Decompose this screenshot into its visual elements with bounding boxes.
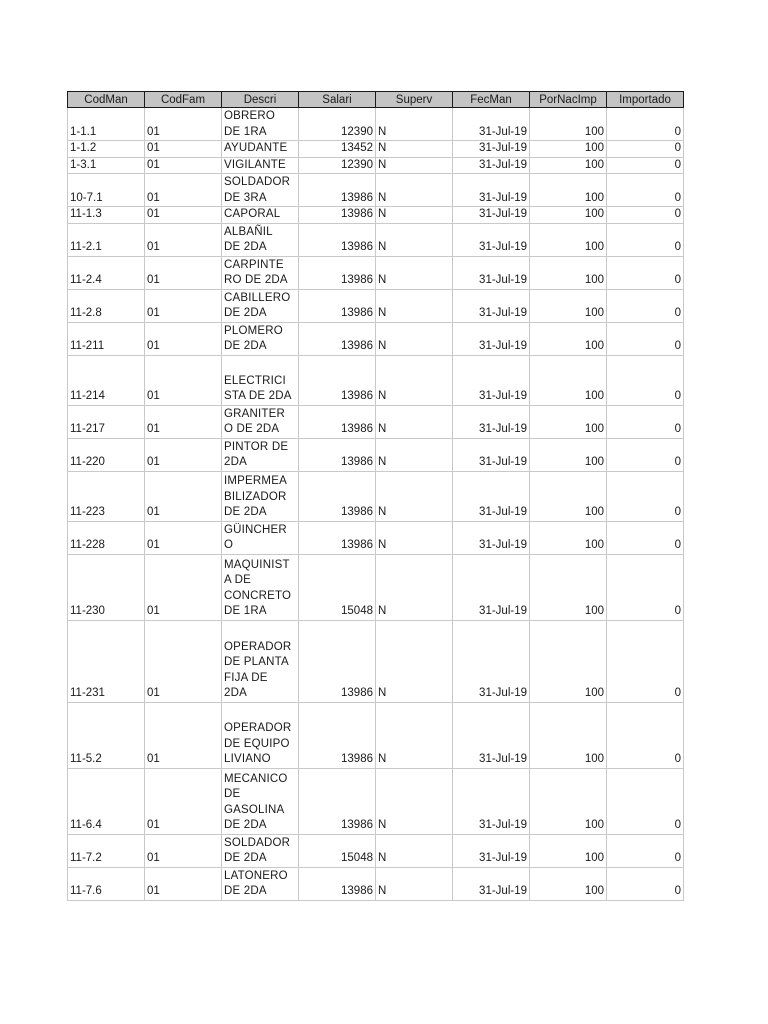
cell-codfam[interactable]: 01 [145,289,222,322]
cell-descri[interactable]: AYUDANTE [222,141,299,158]
cell-fecman[interactable]: 31-Jul-19 [453,157,530,174]
cell-descri[interactable]: GÜINCHER O [222,521,299,554]
spreadsheet-table [67,91,684,901]
cell-fecman[interactable]: 31-Jul-19 [453,521,530,554]
cell-importado[interactable]: 0 [607,141,684,158]
cell-fecman[interactable]: 31-Jul-19 [453,405,530,438]
column-header-salari[interactable]: Salari [299,92,376,108]
cell-salari[interactable]: 13986 [299,223,376,256]
table-row [68,355,684,405]
cell-codfam[interactable]: 01 [145,355,222,405]
cell-importado[interactable]: 0 [607,207,684,224]
cell-descri[interactable]: CARPINTE RO DE 2DA [222,256,299,289]
cell-pornacimp[interactable]: 100 [530,834,607,867]
cell-superv[interactable]: N [376,223,453,256]
cell-descri[interactable]: MAQUINIST A DE CONCRETO DE 1RA [222,554,299,620]
table-row [68,768,684,834]
cell-codman[interactable]: 11-220 [68,438,145,471]
cell-fecman[interactable]: 31-Jul-19 [453,768,530,834]
table-row [68,256,684,289]
cell-importado[interactable]: 0 [607,521,684,554]
cell-codfam[interactable]: 01 [145,256,222,289]
table-row [68,471,684,521]
cell-importado[interactable]: 0 [607,471,684,521]
cell-codfam[interactable]: 01 [145,207,222,224]
cell-importado[interactable]: 0 [607,620,684,702]
cell-importado[interactable]: 0 [607,289,684,322]
cell-salari[interactable]: 13986 [299,471,376,521]
column-header-pornacimp[interactable]: PorNacImp [530,92,607,108]
table-row [68,554,684,620]
cell-pornacimp[interactable]: 100 [530,174,607,207]
table-row [68,207,684,224]
cell-pornacimp[interactable]: 100 [530,620,607,702]
cell-salari[interactable]: 13986 [299,867,376,900]
cell-codman[interactable]: 11-230 [68,554,145,620]
cell-codfam[interactable]: 01 [145,554,222,620]
cell-pornacimp[interactable]: 100 [530,141,607,158]
cell-codman[interactable]: 11-2.4 [68,256,145,289]
table-row [68,834,684,867]
cell-superv[interactable]: N [376,355,453,405]
cell-salari[interactable]: 13986 [299,521,376,554]
cell-importado[interactable]: 0 [607,438,684,471]
cell-codfam[interactable]: 01 [145,108,222,141]
cell-fecman[interactable]: 31-Jul-19 [453,471,530,521]
table-row [68,867,684,900]
cell-fecman[interactable]: 31-Jul-19 [453,867,530,900]
cell-codman[interactable]: 11-214 [68,355,145,405]
cell-importado[interactable]: 0 [607,322,684,355]
cell-codman[interactable]: 10-7.1 [68,174,145,207]
cell-codman[interactable]: 11-7.2 [68,834,145,867]
cell-codman[interactable]: 1-1.2 [68,141,145,158]
cell-superv[interactable]: N [376,867,453,900]
cell-pornacimp[interactable]: 100 [530,108,607,141]
cell-salari[interactable]: 13986 [299,207,376,224]
cell-fecman[interactable]: 31-Jul-19 [453,174,530,207]
cell-descri[interactable]: GRANITER O DE 2DA [222,405,299,438]
cell-codman[interactable]: 11-1.3 [68,207,145,224]
cell-superv[interactable]: N [376,108,453,141]
cell-pornacimp[interactable]: 100 [530,702,607,768]
cell-codfam[interactable]: 01 [145,141,222,158]
cell-codman[interactable]: 11-6.4 [68,768,145,834]
cell-codman[interactable]: 11-217 [68,405,145,438]
cell-superv[interactable]: N [376,620,453,702]
table-row [68,223,684,256]
cell-pornacimp[interactable]: 100 [530,438,607,471]
cell-superv[interactable]: N [376,768,453,834]
cell-importado[interactable]: 0 [607,157,684,174]
cell-fecman[interactable]: 31-Jul-19 [453,554,530,620]
cell-descri[interactable]: ELECTRICI STA DE 2DA [222,355,299,405]
cell-codfam[interactable]: 01 [145,471,222,521]
cell-fecman[interactable]: 31-Jul-19 [453,108,530,141]
cell-fecman[interactable]: 31-Jul-19 [453,355,530,405]
cell-salari[interactable]: 13986 [299,620,376,702]
cell-codfam[interactable]: 01 [145,405,222,438]
table-row [68,174,684,207]
cell-importado[interactable]: 0 [607,223,684,256]
cell-superv[interactable]: N [376,322,453,355]
cell-codfam[interactable]: 01 [145,768,222,834]
cell-superv[interactable]: N [376,521,453,554]
cell-pornacimp[interactable]: 100 [530,867,607,900]
cell-salari[interactable]: 13986 [299,355,376,405]
cell-superv[interactable]: N [376,207,453,224]
cell-pornacimp[interactable]: 100 [530,289,607,322]
cell-salari[interactable]: 15048 [299,834,376,867]
cell-pornacimp[interactable]: 100 [530,405,607,438]
cell-pornacimp[interactable]: 100 [530,207,607,224]
cell-codfam[interactable]: 01 [145,157,222,174]
cell-fecman[interactable]: 31-Jul-19 [453,322,530,355]
cell-descri[interactable]: MECANICO DE GASOLINA DE 2DA [222,768,299,834]
cell-pornacimp[interactable]: 100 [530,768,607,834]
cell-superv[interactable]: N [376,157,453,174]
header-row [68,92,684,108]
cell-descri[interactable]: IMPERMEA BILIZADOR DE 2DA [222,471,299,521]
cell-fecman[interactable]: 31-Jul-19 [453,702,530,768]
cell-salari[interactable]: 13452 [299,141,376,158]
table-row [68,157,684,174]
cell-importado[interactable]: 0 [607,768,684,834]
cell-pornacimp[interactable]: 100 [530,256,607,289]
cell-importado[interactable]: 0 [607,256,684,289]
cell-fecman[interactable]: 31-Jul-19 [453,141,530,158]
cell-salari[interactable]: 12390 [299,108,376,141]
cell-fecman[interactable]: 31-Jul-19 [453,834,530,867]
table-row [68,702,684,768]
cell-superv[interactable]: N [376,405,453,438]
cell-salari[interactable]: 13986 [299,768,376,834]
cell-codfam[interactable]: 01 [145,834,222,867]
cell-pornacimp[interactable]: 100 [530,355,607,405]
cell-importado[interactable]: 0 [607,355,684,405]
cell-codman[interactable]: 11-2.1 [68,223,145,256]
cell-codman[interactable]: 11-2.8 [68,289,145,322]
cell-descri[interactable]: VIGILANTE [222,157,299,174]
cell-codman[interactable]: 1-3.1 [68,157,145,174]
cell-codman[interactable]: 11-7.6 [68,867,145,900]
table-row [68,438,684,471]
cell-codman[interactable]: 1-1.1 [68,108,145,141]
cell-fecman[interactable]: 31-Jul-19 [453,289,530,322]
cell-descri[interactable]: PLOMERO DE 2DA [222,322,299,355]
table-row [68,108,684,141]
table-row [68,141,684,158]
cell-fecman[interactable]: 31-Jul-19 [453,207,530,224]
cell-codman[interactable]: 11-5.2 [68,702,145,768]
cell-importado[interactable]: 0 [607,834,684,867]
cell-descri[interactable]: CABILLERO DE 2DA [222,289,299,322]
cell-codman[interactable]: 11-223 [68,471,145,521]
cell-salari[interactable]: 13986 [299,405,376,438]
cell-codfam[interactable]: 01 [145,702,222,768]
table-row [68,289,684,322]
cell-pornacimp[interactable]: 100 [530,554,607,620]
cell-descri[interactable]: OBRERO DE 1RA [222,108,299,141]
cell-superv[interactable]: N [376,438,453,471]
cell-importado[interactable]: 0 [607,405,684,438]
cell-salari[interactable]: 13986 [299,256,376,289]
cell-fecman[interactable]: 31-Jul-19 [453,223,530,256]
cell-codman[interactable]: 11-211 [68,322,145,355]
cell-codfam[interactable]: 01 [145,620,222,702]
cell-codfam[interactable]: 01 [145,521,222,554]
table-row [68,322,684,355]
cell-pornacimp[interactable]: 100 [530,471,607,521]
cell-codfam[interactable]: 01 [145,174,222,207]
cell-descri[interactable]: OPERADOR DE PLANTA FIJA DE 2DA [222,620,299,702]
cell-superv[interactable]: N [376,289,453,322]
cell-salari[interactable]: 13986 [299,174,376,207]
cell-superv[interactable]: N [376,174,453,207]
column-header-importado[interactable]: Importado [607,92,684,108]
cell-fecman[interactable]: 31-Jul-19 [453,256,530,289]
cell-pornacimp[interactable]: 100 [530,157,607,174]
table-row [68,405,684,438]
cell-importado[interactable]: 0 [607,108,684,141]
column-header-codman[interactable]: CodMan [68,92,145,108]
cell-salari[interactable]: 13986 [299,438,376,471]
cell-descri[interactable]: OPERADOR DE EQUIPO LIVIANO [222,702,299,768]
cell-importado[interactable]: 0 [607,702,684,768]
column-header-fecman[interactable]: FecMan [453,92,530,108]
cell-pornacimp[interactable]: 100 [530,521,607,554]
cell-superv[interactable]: N [376,471,453,521]
cell-superv[interactable]: N [376,256,453,289]
cell-descri[interactable]: SOLDADOR DE 3RA [222,174,299,207]
cell-salari[interactable]: 13986 [299,702,376,768]
column-header-superv[interactable]: Superv [376,92,453,108]
cell-codman[interactable]: 11-228 [68,521,145,554]
cell-superv[interactable]: N [376,141,453,158]
cell-codfam[interactable]: 01 [145,438,222,471]
cell-importado[interactable]: 0 [607,867,684,900]
cell-importado[interactable]: 0 [607,174,684,207]
cell-salari[interactable]: 15048 [299,554,376,620]
cell-pornacimp[interactable]: 100 [530,322,607,355]
cell-salari[interactable]: 13986 [299,289,376,322]
cell-importado[interactable]: 0 [607,554,684,620]
cell-fecman[interactable]: 31-Jul-19 [453,438,530,471]
cell-superv[interactable]: N [376,702,453,768]
table-body [68,108,684,901]
cell-codfam[interactable]: 01 [145,223,222,256]
cell-codfam[interactable]: 01 [145,322,222,355]
cell-descri[interactable]: PINTOR DE 2DA [222,438,299,471]
cell-superv[interactable]: N [376,834,453,867]
cell-pornacimp[interactable]: 100 [530,223,607,256]
cell-fecman[interactable]: 31-Jul-19 [453,620,530,702]
table-row [68,521,684,554]
cell-salari[interactable]: 12390 [299,157,376,174]
cell-codfam[interactable]: 01 [145,867,222,900]
cell-descri[interactable]: ALBAÑIL DE 2DA [222,223,299,256]
cell-codman[interactable]: 11-231 [68,620,145,702]
cell-salari[interactable]: 13986 [299,322,376,355]
cell-superv[interactable]: N [376,554,453,620]
cell-descri[interactable]: LATONERO DE 2DA [222,867,299,900]
cell-descri[interactable]: CAPORAL [222,207,299,224]
column-header-descri[interactable]: Descri [222,92,299,108]
cell-descri[interactable]: SOLDADOR DE 2DA [222,834,299,867]
column-header-codfam[interactable]: CodFam [145,92,222,108]
table-row [68,620,684,702]
